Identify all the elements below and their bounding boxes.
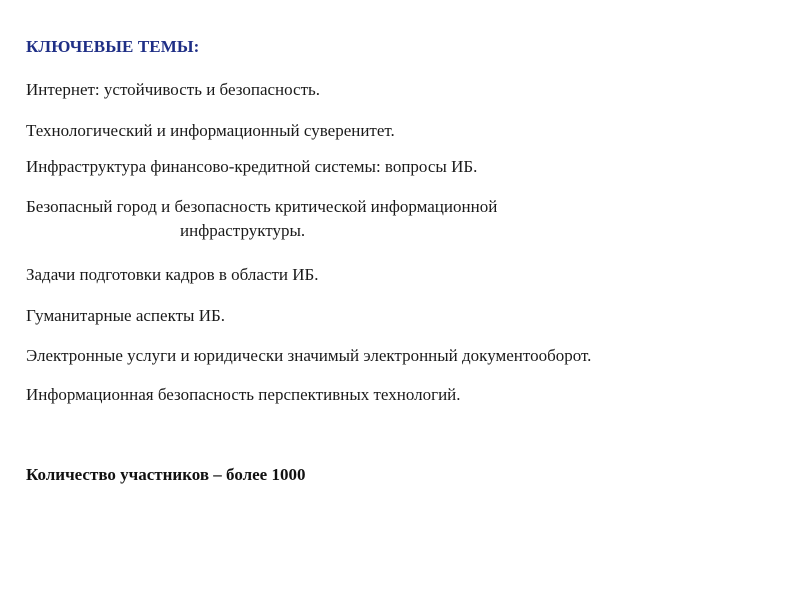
topic-item: Технологический и информационный суверенитет.	[26, 121, 395, 140]
section-heading: КЛЮЧЕВЫЕ ТЕМЫ:	[26, 37, 200, 56]
participants-count: Количество участников – более 1000	[26, 465, 306, 484]
topic-item: Гуманитарные аспекты ИБ.	[26, 306, 225, 325]
topic-item	[26, 197, 498, 240]
topic-item: Интернет: устойчивость и безопасность.	[26, 80, 321, 99]
topic-item: Информационная безопасность перспективных технологий.	[26, 385, 461, 404]
topic-item-continuation: инфраструктуры.	[180, 221, 306, 240]
topic-item-text: Безопасный город и безопасность критической информационной	[26, 197, 498, 216]
topic-item: Инфраструктура финансово-кредитной системы: вопросы ИБ.	[26, 157, 478, 176]
topic-item: Задачи подготовки кадров в области ИБ.	[26, 265, 319, 284]
topic-item: Электронные услуги и юридически значимый электронный документооборот.	[26, 346, 592, 365]
